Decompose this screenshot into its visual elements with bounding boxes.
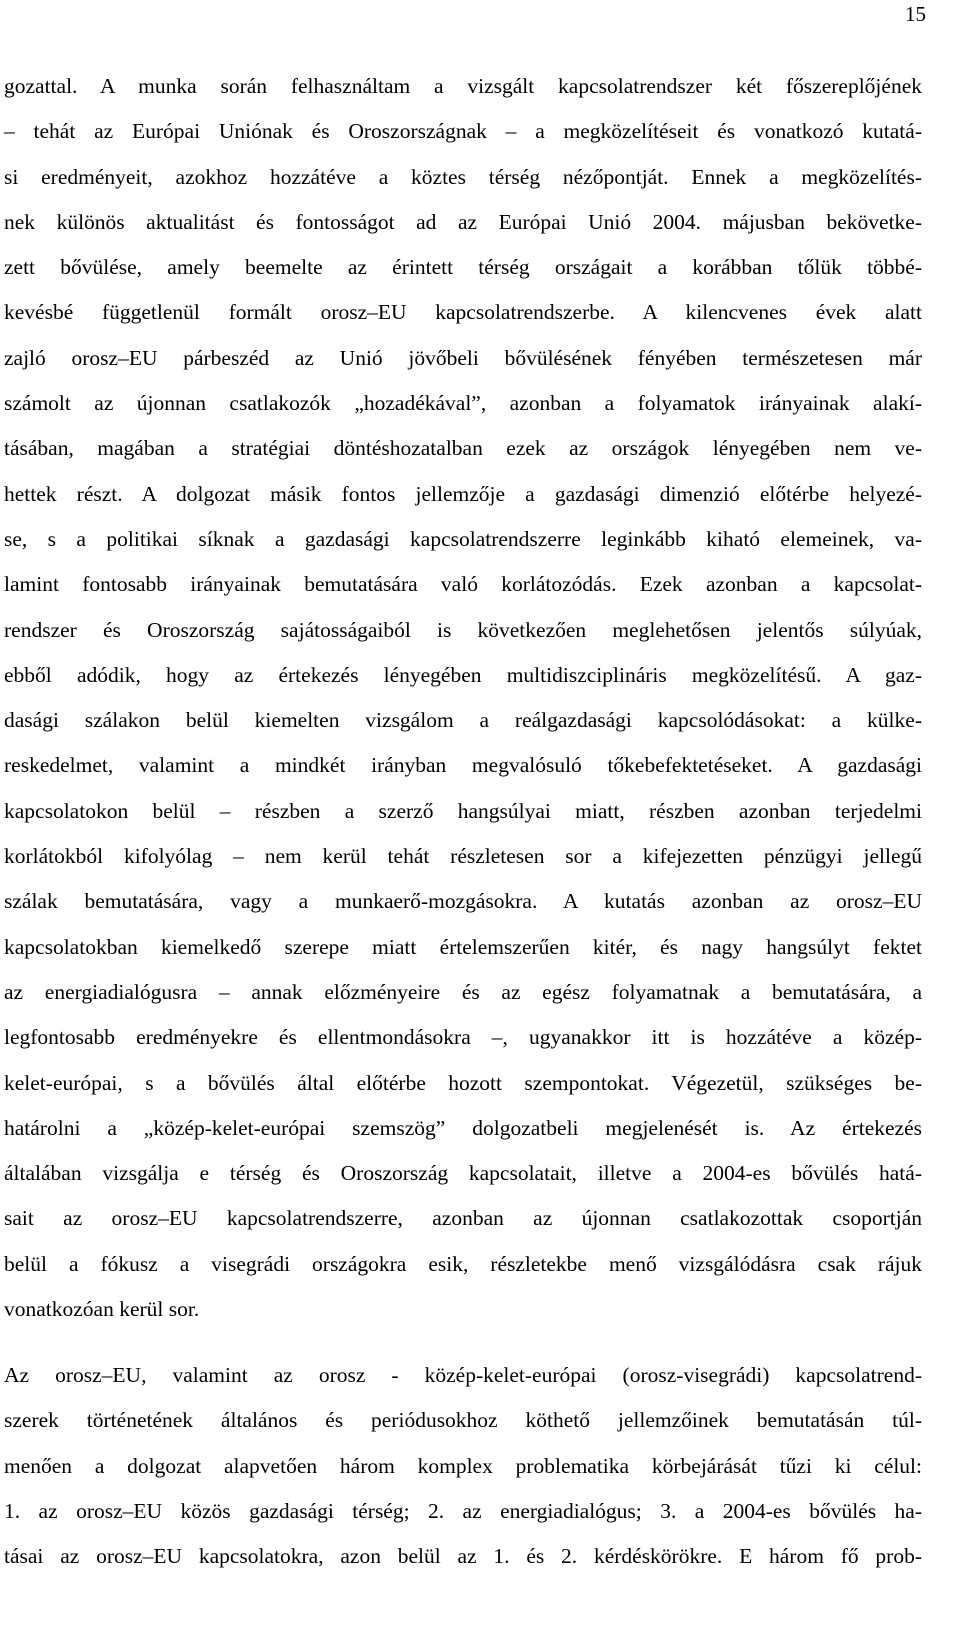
text-line: menően a dolgozat alapvetően három komplex problematika körbejárását tűzi ki célul: <box>4 1453 922 1478</box>
text-line: dasági szálakon belül kiemelten vizsgálom a reálgazdasági kapcsolódásokat: a külke- <box>4 708 922 733</box>
text-line: zett bővülése, amely beemelte az érintett térség országait a korábban tőlük többé- <box>4 255 922 280</box>
text-line: az energiadialógusra – annak előzményeire és az egész folyamatnak a bemutatására, a <box>4 979 922 1004</box>
text-line: legfontosabb eredményekre és ellentmondásokra –, ugyanakkor itt is hozzátéve a közép- <box>4 1025 922 1050</box>
text-line: lamint fontosabb irányainak bemutatására való korlátozódás. Ezek azonban a kapcsolat- <box>4 572 922 597</box>
text-line: tásában, magában a stratégiai döntéshozatalban ezek az országok lényegében nem ve- <box>4 436 922 461</box>
text-line: vonatkozóan kerül sor. <box>4 1297 200 1322</box>
text-line: reskedelmet, valamint a mindkét irányban megvalósuló tőkebefektetéseket. A gazdasági <box>4 753 922 778</box>
text-line: korlátokból kifolyólag – nem kerül tehát részletesen sor a kifejezetten pénzügyi jellegű <box>4 844 922 869</box>
text-line: zajló orosz–EU párbeszéd az Unió jövőbeli bővülésének fényében természetesen már <box>4 345 922 370</box>
text-line: kapcsolatokon belül – részben a szerző hangsúlyai miatt, részben azonban terjedelmi <box>4 798 922 823</box>
text-line: szerek történetének általános és periódusokhoz köthető jellemzőinek bemutatásán túl- <box>4 1408 922 1433</box>
text-line: si eredményeit, azokhoz hozzátéve a köztes térség nézőpontját. Ennek a megközelítés- <box>4 164 922 189</box>
text-line: 1. az orosz–EU közös gazdasági térség; 2. az energiadialógus; 3. a 2004-es bővülés ha- <box>4 1498 922 1523</box>
text-line: – tehát az Európai Uniónak és Oroszországnak – a megközelítéseit és vonatkozó kutatá- <box>4 119 922 144</box>
text-line: kevésbé függetlenül formált orosz–EU kapcsolatrendszerbe. A kilencvenes évek alatt <box>4 300 922 325</box>
page-number: 15 <box>905 2 926 26</box>
text-line: Az orosz–EU, valamint az orosz - közép-kelet-európai (orosz-visegrádi) kapcsolatrend- <box>4 1363 922 1387</box>
text-line: ebből adódik, hogy az értekezés lényegében multidiszciplináris megközelítésű. A gaz- <box>4 662 922 687</box>
text-line: belül a fókusz a visegrádi országokra esik, részletekbe menő vizsgálódásra csak rájuk <box>4 1251 922 1276</box>
paragraph-2 <box>4 1353 922 1579</box>
text-line: rendszer és Oroszország sajátosságaiból is következően meglehetősen jelentős súlyúak, <box>4 617 922 642</box>
text-line: nek különös aktualitást és fontosságot ad az Európai Unió 2004. májusban bekövetke- <box>4 209 922 234</box>
text-line: gozattal. A munka során felhasználtam a vizsgált kapcsolatrendszer két főszereplőjének <box>4 74 922 98</box>
text-line: tásai az orosz–EU kapcsolatokra, azon belül az 1. és 2. kérdéskörökre. E három fő prob- <box>4 1544 922 1569</box>
text-line: kapcsolatokban kiemelkedő szerepe miatt értelemszerűen kitér, és nagy hangsúlyt fektet <box>4 934 922 959</box>
text-line: sait az orosz–EU kapcsolatrendszerre, azonban az újonnan csatlakozottak csoportján <box>4 1206 922 1231</box>
text-line: általában vizsgálja e térség és Oroszország kapcsolatait, illetve a 2004-es bővülés hatá- <box>4 1161 922 1186</box>
text-line: se, s a politikai síknak a gazdasági kapcsolatrendszerre leginkább kiható elemeinek, va- <box>4 526 922 551</box>
text-line: kelet-európai, s a bővülés által előtérbe hozott szempontokat. Végezetül, szükséges be- <box>4 1070 922 1095</box>
text-line: hettek részt. A dolgozat másik fontos jellemzője a gazdasági dimenzió előtérbe helyezé- <box>4 481 922 506</box>
text-line: számolt az újonnan csatlakozók „hozadékával”, azonban a folyamatok irányainak alakí- <box>4 391 922 416</box>
text-line: határolni a „közép-kelet-európai szemszög” dolgozatbeli megjelenését is. Az értekezés <box>4 1115 922 1140</box>
paragraph-1 <box>4 64 922 1332</box>
text-line: szálak bemutatására, vagy a munkaerő-mozgásokra. A kutatás azonban az orosz–EU <box>4 889 922 914</box>
